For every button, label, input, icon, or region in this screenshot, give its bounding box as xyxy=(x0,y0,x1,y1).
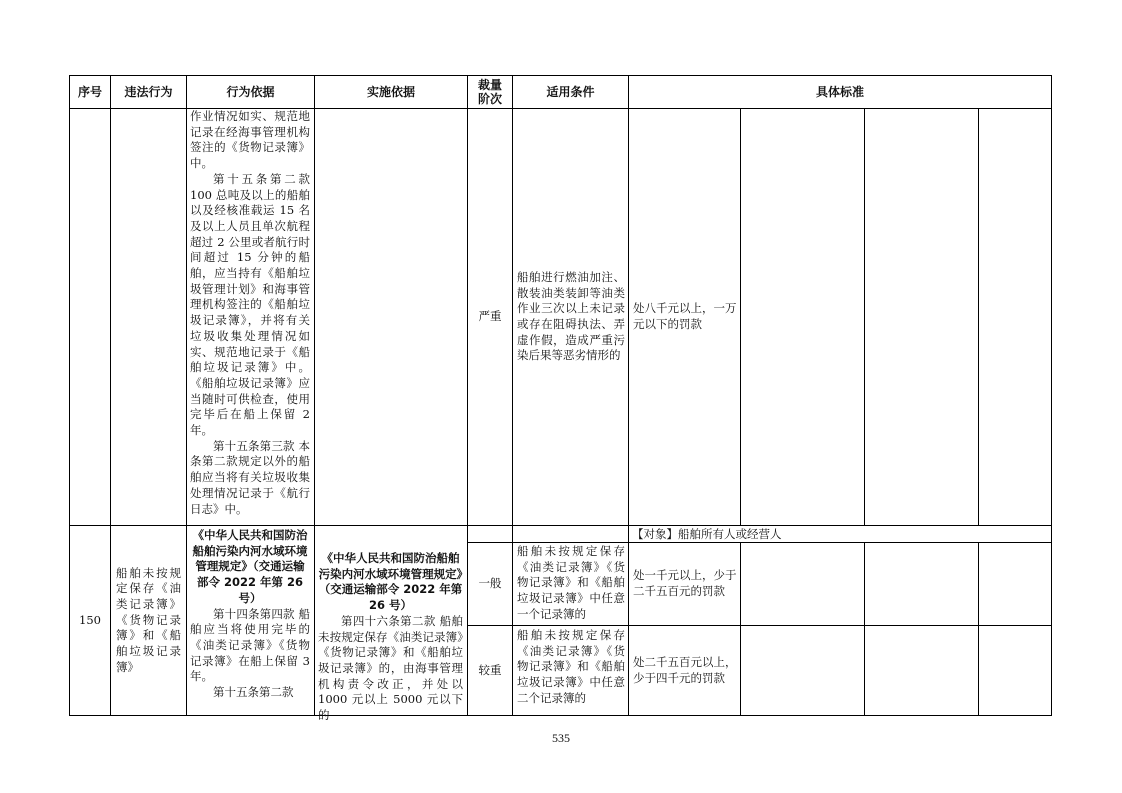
header-level: 裁量 阶次 xyxy=(477,78,502,106)
header-seq: 序号 xyxy=(77,85,102,99)
row2-standard-1-text: 处一千元以上，少于二千五百元的罚款 xyxy=(633,568,737,598)
row2-impl xyxy=(318,551,463,723)
row2-level-1: 一般 xyxy=(478,576,502,591)
row2-standard-2 xyxy=(633,626,737,715)
header-violation: 违法行为 xyxy=(124,85,173,99)
row2-impl-para-1: 第四十六条第二款 船舶未按规定保存《油类记录簿》《货物记录簿》和《船舶垃圾记录簿》的，由海事管理机构责令改正，并处以 1000 元以上 5000 元以下的 xyxy=(318,613,463,723)
header-condition: 适用条件 xyxy=(546,85,595,99)
header-basis: 行为依据 xyxy=(226,85,275,99)
row1-condition-text: 船舶进行燃油加注、散装油类装卸等油类作业三次以上未记录或存在阻碍执法、弄虚作假，造成严重污染后果等恶劣情形的 xyxy=(517,269,625,363)
row2-condition-1: 船舶未按规定保存《油类记录簿》《货物记录簿》和《船舶垃圾记录簿》中任意一个记录簿的 xyxy=(517,544,625,621)
row2-level-2: 较重 xyxy=(478,662,502,677)
row2-basis-para-2: 第十五条第二款 xyxy=(213,685,294,700)
row1-standard xyxy=(633,109,737,525)
header-impl: 实施依据 xyxy=(366,85,415,99)
row2-basis-title: 《中华人民共和国防治船舶污染内河水域环境管理规定》（交通运输部令 2022 年第 26 号） xyxy=(192,528,308,605)
row2-impl-title: 《中华人民共和国防治船舶污染内河水域环境管理规定》（交通运输部令 2022 年第 26 号） xyxy=(318,551,463,613)
row2-standard-1 xyxy=(633,543,737,625)
row2-object: 【对象】船舶所有人或经营人 xyxy=(632,527,782,541)
row2-basis-para-1: 第十四条第四款 船舶应当将使用完毕的《油类记录簿》《货物记录簿》在船上保留 3 年。 xyxy=(190,606,310,684)
row1-standard-text: 处八千元以上，一万元以下的罚款 xyxy=(633,301,737,331)
row1-level: 严重 xyxy=(478,309,502,324)
row1-basis-para-2: 第十五条第二款 100 总吨及以上的船舶以及经核准载运 15 名及以上人员且单次航程超过 2 公里或者航行时间超过 15 分钟的船舶，应当持有《船舶垃圾管理计划》和海事管理机构签注的《船舶垃圾记录簿》，并将有关垃圾收集处理情况如实、规范地记录于《船舶垃圾记录簿》中。《船舶垃圾记录簿》应当随时可供检查，使用完毕后在船上保留 2 年。 xyxy=(190,171,310,438)
header-standard: 具体标准 xyxy=(815,85,864,99)
row2-standard-2-text: 处二千五百元以上，少于四千元的罚款 xyxy=(633,654,737,685)
row2-seq: 150 xyxy=(79,612,101,627)
row1-condition xyxy=(517,109,625,525)
row2-condition-2: 船舶未按规定保存《油类记录簿》《货物记录簿》和《船舶垃圾记录簿》中任意二个记录簿的 xyxy=(517,628,625,705)
row2-violation-text: 船舶未按规定保存《油类记录簿》《货物记录簿》和《船舶垃圾记录簿》 xyxy=(116,565,181,674)
row2-violation xyxy=(116,526,181,715)
row1-basis xyxy=(190,109,310,525)
row1-basis-para-1: 作业情况如实、规范地记录在经海事管理机构签注的《货物记录簿》中。 xyxy=(190,109,310,171)
row2-basis xyxy=(190,528,310,715)
row1-basis-para-3: 第十五条第三款 本条第二款规定以外的船舶应当将有关垃圾收集处理情况记录于《航行日志》中。 xyxy=(190,438,310,516)
page-number: 535 xyxy=(552,731,570,745)
